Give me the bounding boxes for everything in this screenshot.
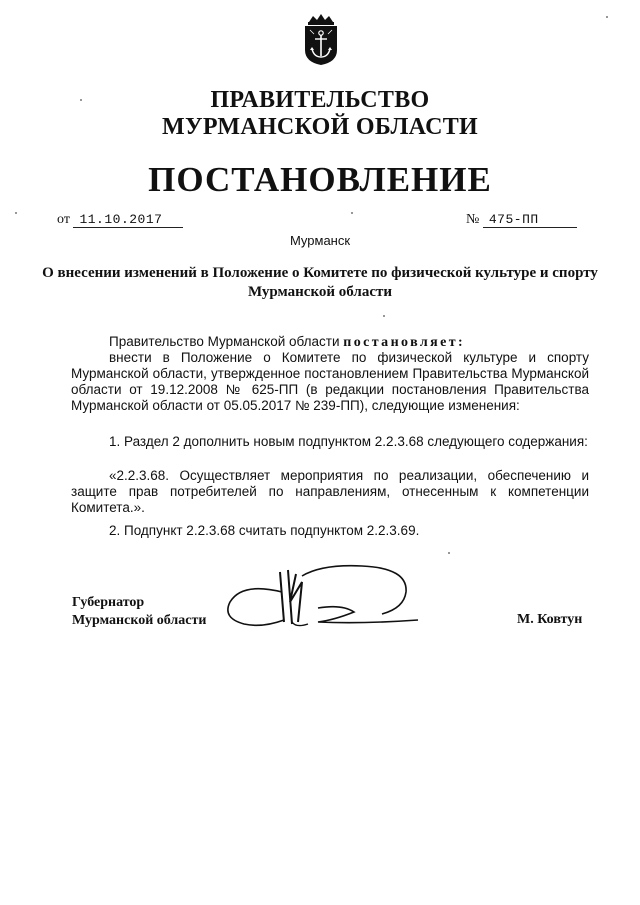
enacting-clause	[71, 334, 589, 351]
enacting-subject: Правительство Мурманской области	[109, 334, 344, 349]
signatory-position	[72, 594, 206, 630]
item-1-paragraph: 1. Раздел 2 дополнить новым подпунктом 2.2.3.68 следующего содержания:	[109, 434, 588, 449]
item-1-quote: «2.2.3.68. Осуществляет мероприятия по реализации, обеспечению и защите прав потребителей по направлениям, отнесенным к компетенции Комитета.».	[71, 468, 589, 515]
document-number	[466, 212, 577, 228]
government-name-line2: МУРМАНСКОЙ ОБЛАСТИ	[162, 114, 478, 140]
position-line2: Мурманской области	[72, 613, 207, 628]
signatory-name: М. Ковтун	[517, 612, 583, 627]
date-value: 11.10.2017	[73, 213, 183, 228]
document-type-heading: ПОСТАНОВЛЕНИЕ	[148, 160, 492, 199]
scan-speck	[383, 315, 385, 317]
scan-speck	[606, 16, 608, 18]
scan-speck	[80, 99, 82, 101]
handwritten-signature-icon	[222, 562, 422, 640]
position-line1: Губернатор	[72, 595, 145, 610]
number-prefix: №	[466, 212, 480, 227]
date-prefix: от	[57, 212, 70, 227]
government-name-line1: ПРАВИТЕЛЬСТВО	[210, 87, 430, 113]
document-title: О внесении изменений в Положение о Комитете по физической культуре и спорту Мурманской области	[42, 265, 598, 300]
scan-speck	[15, 212, 17, 214]
enact-paragraph: внести в Положение о Комитете по физической культуре и спорту Мурманской области, утвержденное постановлением Правительства Мурманской области от 19.12.2008 № 625-ПП (в редакции постановления Правительства Мурманской области от 05.05.2017 № 239-ПП), следующие изменения:	[71, 350, 589, 413]
city-name: Мурманск	[289, 233, 351, 248]
document-date	[57, 212, 183, 228]
scan-speck	[448, 552, 450, 554]
item-2-paragraph: 2. Подпункт 2.2.3.68 считать подпунктом 2.2.3.69.	[109, 523, 420, 538]
number-value: 475-ПП	[483, 213, 577, 228]
coat-of-arms-icon	[301, 14, 341, 66]
scan-speck	[351, 212, 353, 214]
enacting-verb: постановляет:	[343, 335, 466, 350]
